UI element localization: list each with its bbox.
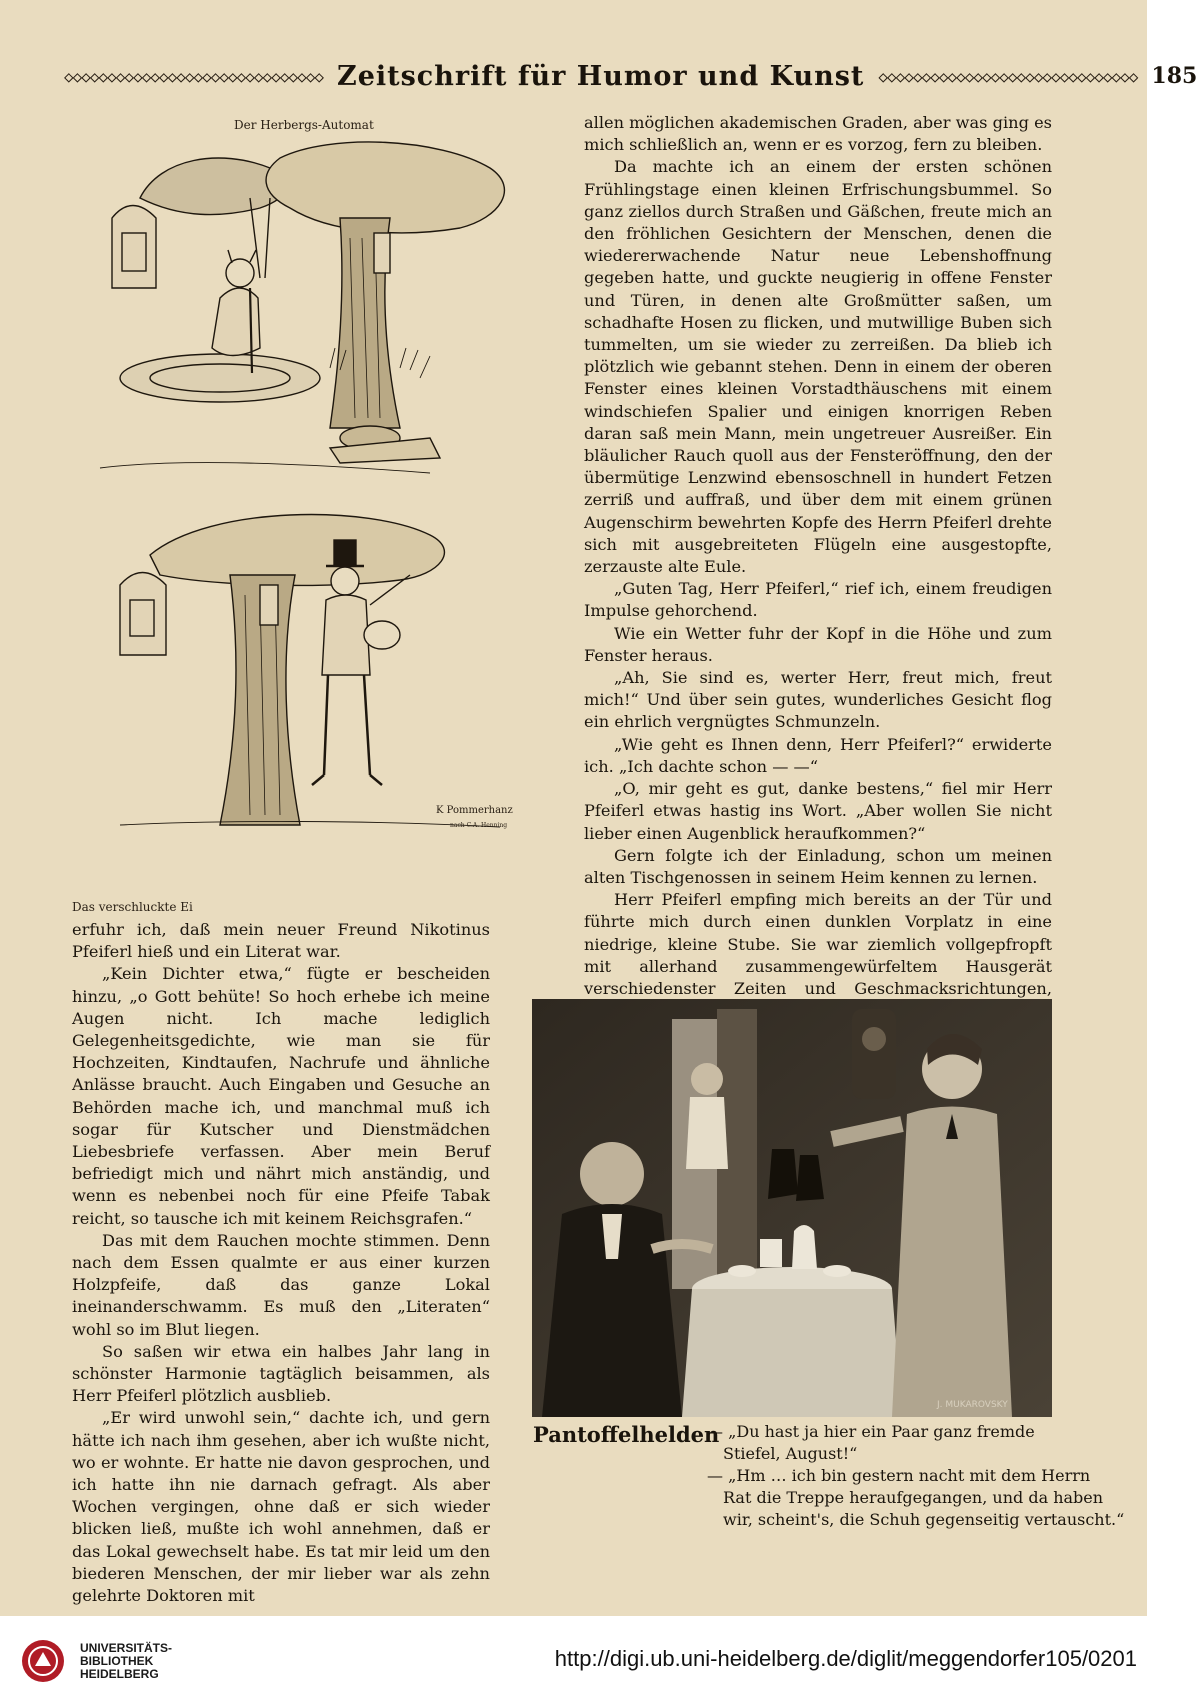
- left-paragraph-3: Das mit dem Rauchen mochte stimmen. Denn nach dem Essen qualmte er aus einer kurzen Holzpfeife, daß das ganze Lokal ineinanderschwamm. Es muß den „Literaten“ wohl so im Blut liegen.: [72, 1230, 490, 1339]
- header-ornament-left: ◇◇◇◇◇◇◇◇◇◇◇◇◇◇◇◇◇◇◇◇◇◇◇◇◇◇◇◇◇◇: [64, 66, 323, 86]
- left-paragraph-2: „Kein Dichter etwa,“ fügte er bescheiden hinzu, „o Gott behüte! So hoch erhebe ich meine Augen nicht. Ich mache lediglich Gelegenheitsgedichte, wie man sie für Hochzeiten, Kindtaufen, Nachrufe und ähnliche Anlässe braucht. Auch Eingaben und Gesuche an Behörden mache ich, und manchmal muß ich sogar für Kutscher und Dienstmädchen Liebesbriefe verfassen. Aber mein Beruf befriedigt mich und nährt mich anständig, und wenn es nebenbei noch für eine Pfeife Tabak reicht, so tausche ich mit keinem Reichsgrafen.“: [72, 964, 490, 1228]
- right-paragraph-3: „Guten Tag, Herr Pfeiferl,“ rief ich, einem freudigen Impulse gehorchend.: [584, 579, 1052, 621]
- university-name-line: BIBLIOTHEK: [80, 1654, 154, 1668]
- illustration-herbergs-automat: [100, 138, 540, 478]
- left-column-text: [72, 919, 490, 1607]
- photo-caption-line: — „Hm … ich bin gestern nacht mit dem Herrn: [707, 1466, 1091, 1485]
- right-paragraph-8: Gern folgte ich der Einladung, schon um meinen alten Tischgenossen in seinem Heim kennen zu lernen.: [584, 845, 1052, 887]
- left-paragraph-1: erfuhr ich, daß mein neuer Freund Nikotinus Pfeiferl hieß und ein Literat war.: [72, 920, 490, 962]
- right-paragraph-7: „O, mir geht es gut, danke bestens,“ fiel mir Herr Pfeiferl etwas hastig ins Wort. „Aber wollen Sie nicht lieber einen Augenblick heraufkommen?“: [584, 779, 1052, 843]
- right-paragraph-5: „Ah, Sie sind es, werter Herr, freut mich, freut mich!“ Und über sein gutes, wunderliches Gesicht flog ein ehrlich vergnügtes Schmunzeln.: [584, 668, 1052, 732]
- university-name-line: UNIVERSITÄTS-: [80, 1641, 173, 1655]
- photo-caption-line: wir, scheint's, die Schuh gegenseitig vertauscht.“: [723, 1510, 1125, 1529]
- university-name-line: HEIDELBERG: [80, 1667, 159, 1681]
- right-paragraph-6: „Wie geht es Ihnen denn, Herr Pfeiferl?“ erwiderte ich. „Ich dachte schon — —“: [584, 734, 1052, 776]
- photo-title: Pantoffelhelden: [533, 1422, 720, 1447]
- photo-caption-line: Rat die Treppe heraufgegangen, und da haben: [723, 1488, 1104, 1507]
- photo-signature: J. MUKAROVSKY: [937, 1400, 1008, 1410]
- university-name: [80, 1642, 172, 1681]
- journal-title: Zeitschrift für Humor und Kunst: [336, 60, 865, 92]
- left-paragraph-4: So saßen wir etwa ein halbes Jahr lang in schönster Harmonie tagtäglich beisammen, als Herr Pfeiferl plötzlich ausblieb.: [72, 1341, 490, 1406]
- illustration-signature: K Pommerhanz: [436, 805, 513, 816]
- right-paragraph-4: Wie ein Wetter fuhr der Kopf in die Höhe und zum Fenster heraus.: [584, 623, 1052, 665]
- photo-caption: [707, 1421, 1125, 1531]
- page-number: 185: [1151, 63, 1197, 89]
- left-paragraph-5: „Er wird unwohl sein,“ dachte ich, und gern hätte ich nach ihm gesehen, aber ich wußte nicht, wo er wohnte. Er hatte nie davon gesprochen, und ich hatte ihn nie darnach gefragt. Als aber Wochen vergingen, ohne daß er sich wieder blicken ließ, mußte ich wohl annehmen, daß er das Lokal gewechselt habe. Es tat mir leid um den biederen Menschen, der mir lieber war als zehn gelehrte Doktoren mit: [72, 1408, 490, 1606]
- page-header: [64, 58, 1197, 94]
- pantoffelhelden-illustration: [532, 999, 1052, 1417]
- illustration-signature-sub: nach C.A. Henning: [450, 822, 508, 829]
- header-ornament-right: ◇◇◇◇◇◇◇◇◇◇◇◇◇◇◇◇◇◇◇◇◇◇◇◇◇◇◇◇◇◇: [878, 66, 1138, 86]
- photo-caption-line: — „Du hast ja hier ein Paar ganz fremde: [707, 1422, 1035, 1441]
- illustration-verschluckte-ei: [120, 505, 540, 845]
- university-seal-icon: [20, 1638, 66, 1684]
- illustration-caption-bottom: Das verschluckte Ei: [72, 900, 193, 914]
- right-paragraph-1: allen möglichen akademischen Graden, aber was ging es mich schließlich an, wenn er es vorzog, fern zu bleiben.: [584, 113, 1052, 155]
- library-footer: [0, 1616, 1147, 1706]
- right-paragraph-9: Herr Pfeiferl empfing mich bereits an der Tür und führte mich durch einen dunklen Vorplatz in eine niedrige, kleine Stube. Sie war ziemlich vollgepfropft mit allerhand zusammengewürfeltem Hausgerät verschiedenster Zeiten und Geschmacksrichtungen,: [584, 890, 1052, 998]
- illustration-caption-top: Der Herbergs-Automat: [234, 118, 374, 132]
- source-url-link[interactable]: http://digi.ub.uni-heidelberg.de/diglit/meggendorfer105/0201: [554, 1646, 1137, 1671]
- photo-caption-line: Stiefel, August!“: [723, 1444, 858, 1463]
- right-paragraph-2: Da machte ich an einem der ersten schönen Frühlingstage einen kleinen Erfrischungsbummel. So ganz ziellos durch Straßen und Gäßchen, freute mich an den fröhlichen Gesichtern der Menschen, denen die wiedererwachende Natur neue Lebenshoffnung gegeben hatte, und guckte neugierig in offene Fenster und Türen, in denen alte Großmütter saßen, um schadhafte Hosen zu flicken, und mutwillige Buben sich tummelten, um sie wieder zu zerreißen. Da blieb ich plötzlich wie gebannt stehen. Denn in einem der oberen Fenster eines kleinen Vorstadthäuschens mit einem windschiefen Spalier und einigen knorrigen Reben daran saß mein Mann, mein ungetreuer Ausreißer. Ein bläulicher Rauch quoll aus der Fensteröffnung, den der übermütige Lenzwind ebensoschnell in hundert Fetzen zerriß und auffraß, und über dem mit einem grünen Augenschirm bewehrten Kopfe des Herrn Pfeiferl drehte sich mit ausgebreiteten Flügeln eine ausgestopfte, zerzauste alte Eule.: [584, 157, 1052, 577]
- right-column-text: [584, 112, 1052, 1022]
